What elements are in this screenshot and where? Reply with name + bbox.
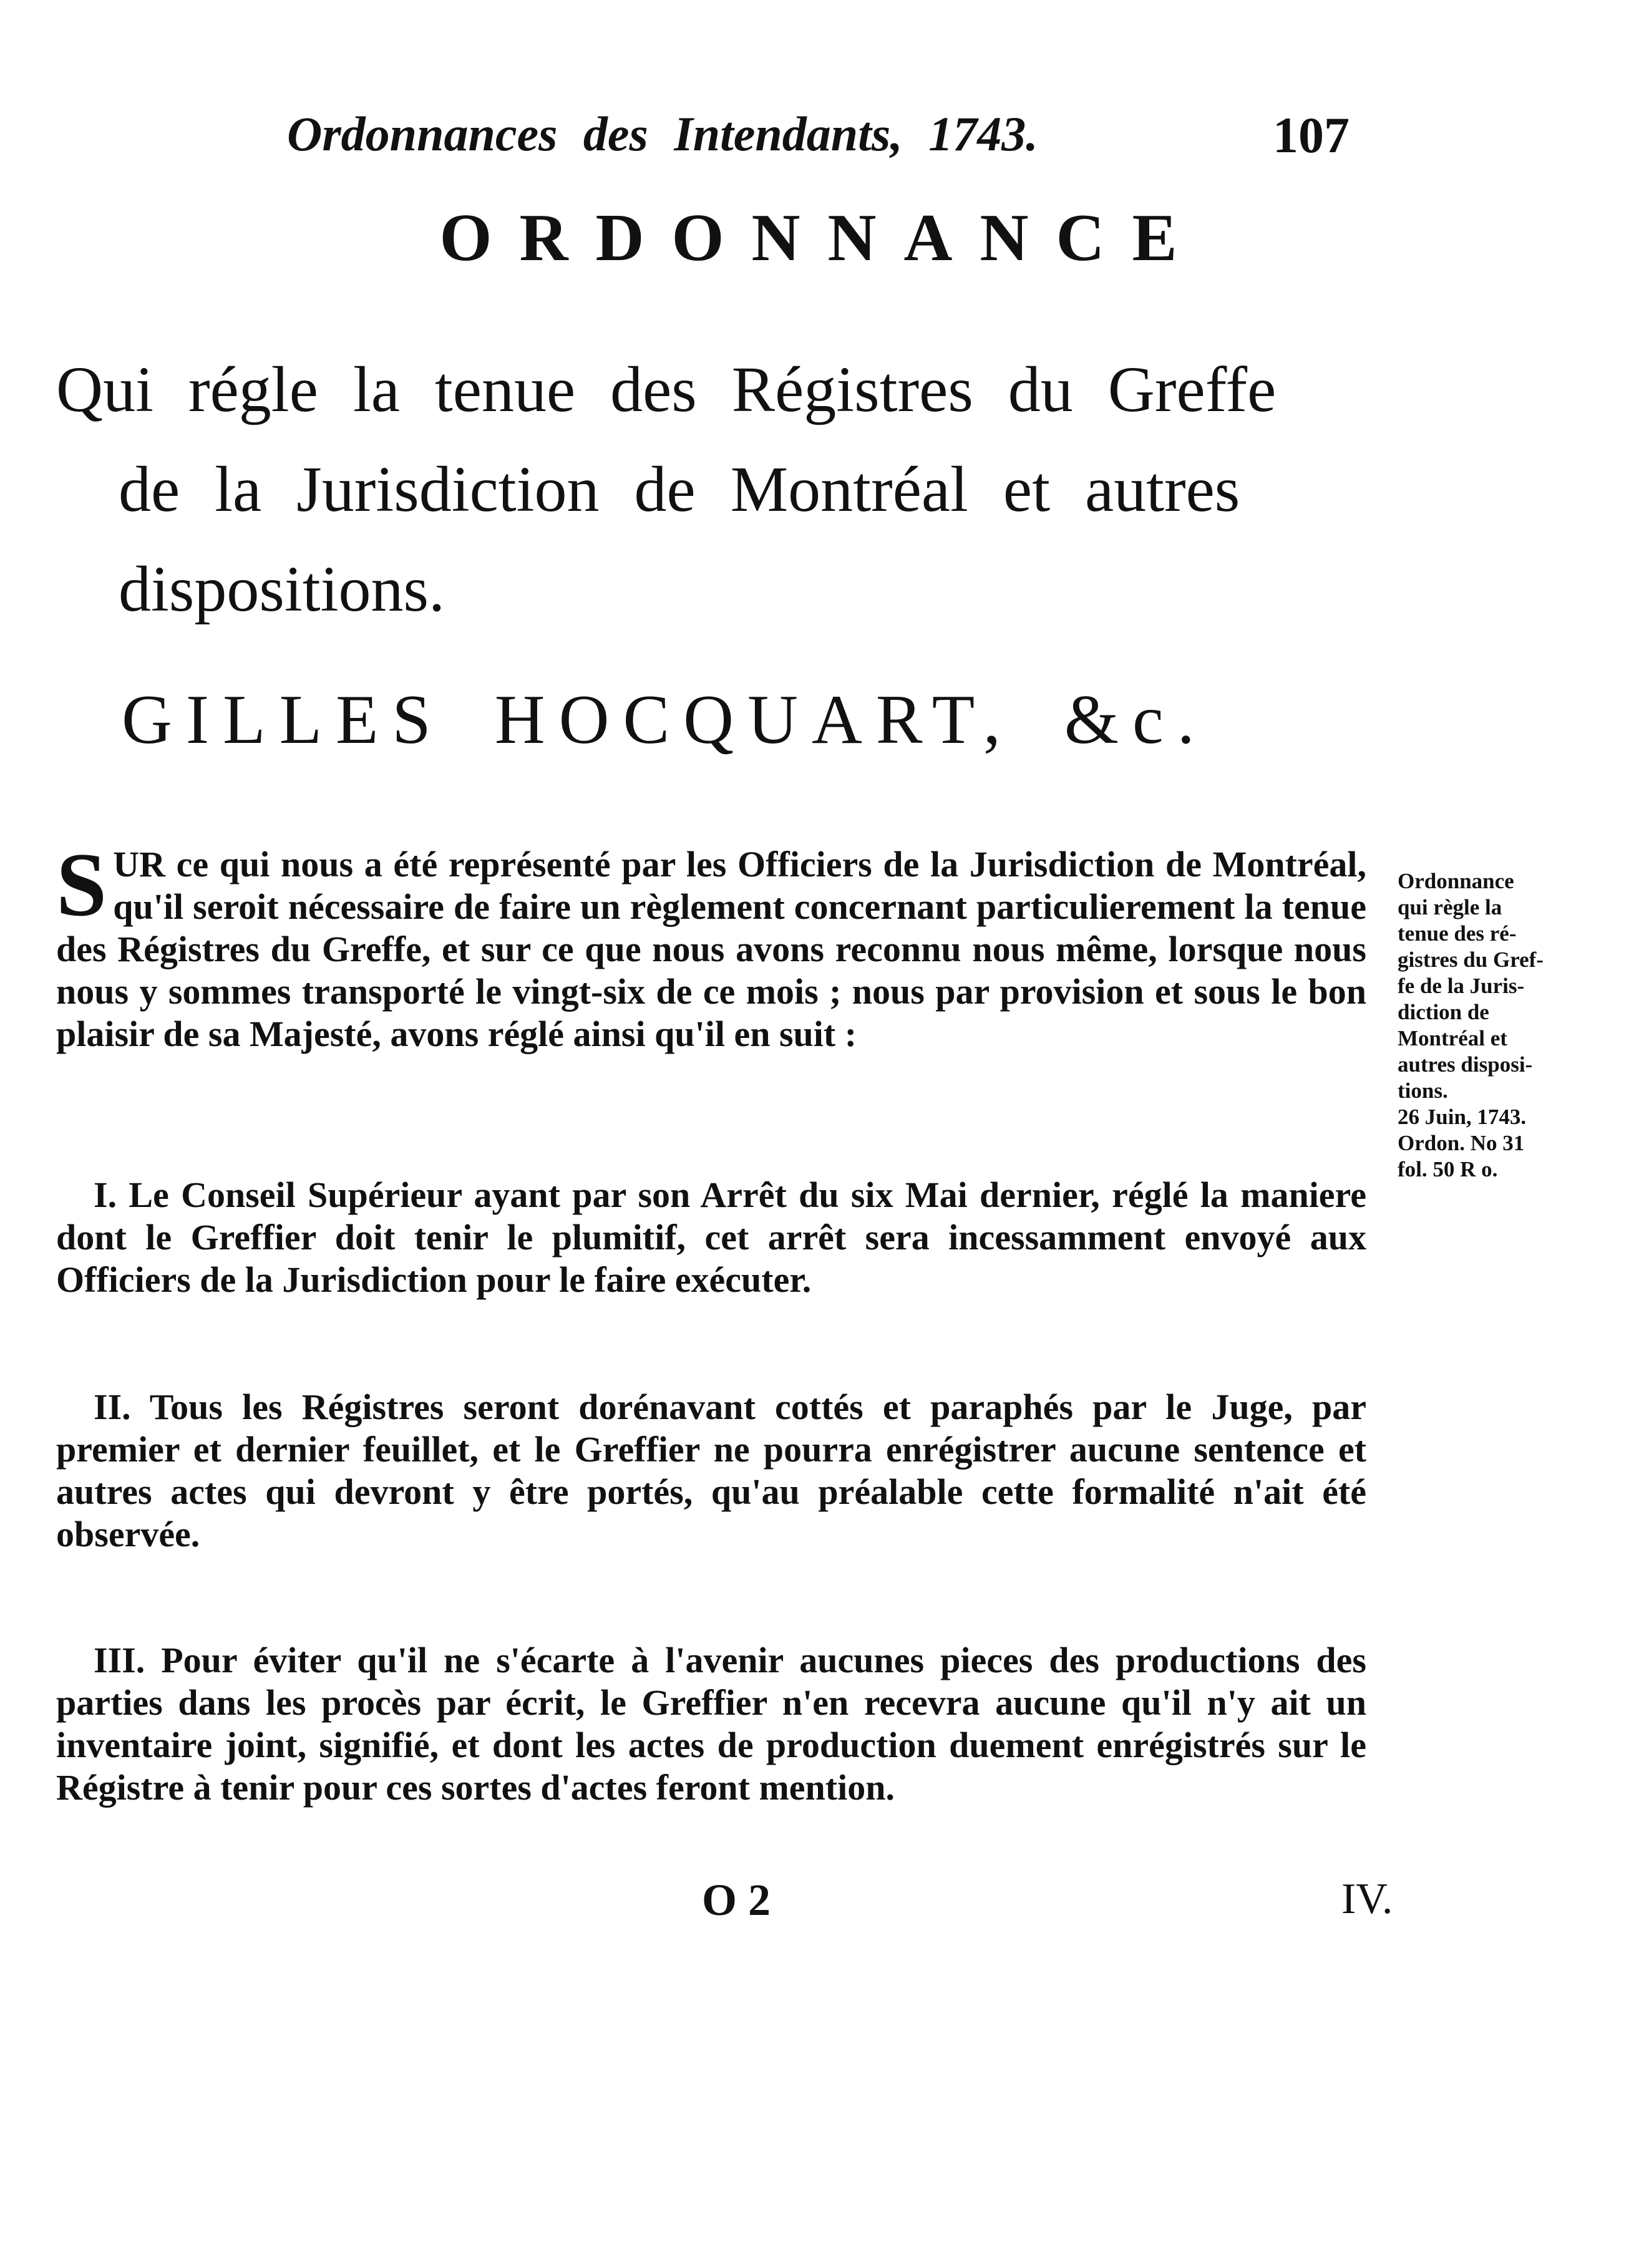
margin-note-reference: Ordon. No 31 [1398, 1131, 1525, 1155]
article-2: II. Tous les Régistres seront dorénavant cottés et paraphés par le Juge, par premier et dernier feuillet, et le Greffier ne pourra enrégistrer aucune sentence et autres actes qui devront y être portés, qu'au préalable cette formalité n'ait été observée. [56, 1387, 1366, 1554]
subtitle-line-1: Qui régle la tenue des Régistres du Greffe [56, 354, 1277, 425]
drop-cap: S [56, 834, 107, 935]
author-line: GILLES HOCQUART, &c. [122, 681, 1209, 758]
printer-signature: O 2 [702, 1875, 771, 1925]
margin-note-line: qui règle la [1398, 895, 1502, 919]
subtitle-line-3: dispositions. [119, 553, 445, 625]
margin-note-line: tenue des ré- [1398, 921, 1517, 946]
margin-note-line: fe de la Juris- [1398, 974, 1525, 998]
page-number: 107 [1273, 107, 1350, 163]
catchword: IV. [1341, 1875, 1393, 1923]
margin-note-line: diction de [1398, 1000, 1489, 1024]
margin-note-folio: fol. 50 R o. [1398, 1157, 1498, 1181]
document-subtitle [56, 340, 1379, 639]
margin-note-line: tions. [1398, 1078, 1448, 1103]
subtitle-line-2: de la Jurisdiction de Montréal et autres [119, 453, 1240, 525]
intro-text: UR ce qui nous a été représenté par les Officiers de la Jurisdiction de Montréal, qu'il seroit nécessaire de faire un règlement concernant particulierement la tenue des Régistres du Greffe, et sur ce que nous avons reconnu nous même, lorsque nous nous y sommes transporté le vingt-six de ce mois ; nous par provision et sous le bon plaisir de sa Majesté, avons réglé ainsi qu'il en suit : [56, 844, 1366, 1054]
article-1: I. Le Conseil Supérieur ayant par son Arrêt du six Mai dernier, réglé la maniere dont le Greffier doit tenir le plumitif, cet arrêt sera incessamment envoyé aux Officiers de la Jurisdiction pour le faire exécuter. [56, 1175, 1366, 1300]
margin-note-line: Ordonnance [1398, 869, 1514, 893]
margin-note-line: autres disposi- [1398, 1052, 1533, 1077]
article-3: III. Pour éviter qu'il ne s'écarte à l'avenir aucunes pieces des productions des parties dans les procès par écrit, le Greffier n'en recevra aucune qu'il n'y ait un inventaire joint, signifié, et dont les actes de production duement enrégistrés sur le Régistre à tenir pour ces sortes d'actes feront mention. [56, 1640, 1366, 1808]
margin-note [1398, 868, 1585, 1183]
document-title: ORDONNANCE [439, 201, 1205, 275]
margin-note-date: 26 Juin, 1743. [1398, 1105, 1527, 1129]
running-header-title: Ordonnances des Intendants, 1743. [287, 107, 1038, 161]
margin-note-line: gistres du Gref- [1398, 947, 1544, 972]
margin-note-line: Montréal et [1398, 1026, 1507, 1050]
intro-paragraph [56, 834, 1366, 1055]
